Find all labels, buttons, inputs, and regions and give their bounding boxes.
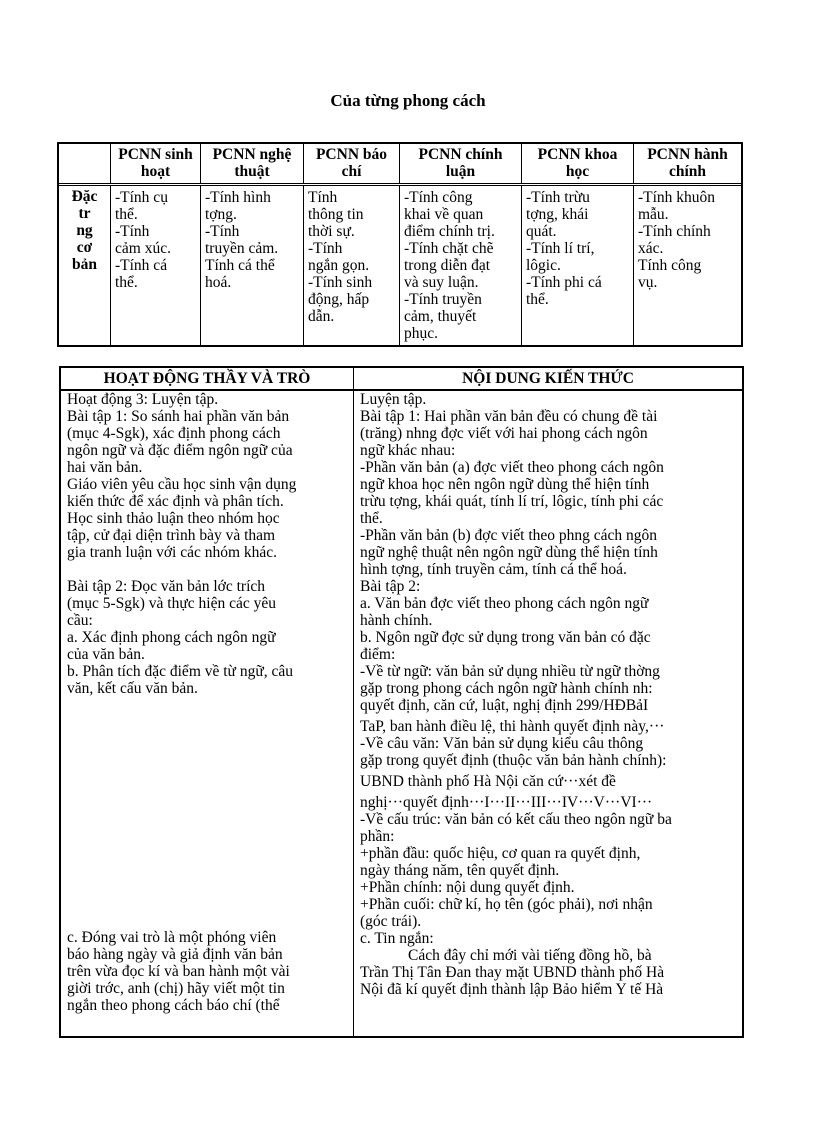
activities-table [60, 367, 743, 1037]
cell-chinh-luan: -Tính công khai về quan điểm chính trị. -Tính chặt chẽ trong diễn đạt và suy luận. -Tính truyền cảm, thuyết phục. [400, 185, 522, 346]
table-header-row [59, 144, 742, 185]
corner-cell [59, 144, 111, 185]
header-activities: HOẠT ĐỘNG THẦY VÀ TRÒ [61, 368, 354, 391]
styles-comparison-table [58, 143, 742, 346]
spacer [67, 697, 347, 929]
page-title: Của từng phong cách [330, 91, 486, 110]
activities-column: Hoạt động 3: Luyện tập. Bài tập 1: So sánh hai phần văn bản (mục 4-Sgk), xác định phong cách ngôn ngữ và đặc điểm ngôn ngữ của hai văn bản. Giáo viên yêu cầu học sinh vận dụng kiến thức để xác định và phân tích. Học sinh thảo luận theo nhóm học tập, cử đại diện trình bày và tham gia tranh luận với các nhóm khác. Bài tập 2: Đọc văn bản lớc trích (mục 5-Sgk) và thực hiện các yêu cầu: a. Xác định phong cách ngôn ngữ của văn bản. b. Phân tích đặc điểm về từ ngữ, câu văn, kết cấu văn bản. c. Đóng vai trò là một phóng viên báo hàng ngày và giả định văn bản trên vừa đọc kí và ban hành một vài giời trớc, anh (chị) hãy viết một tin ngắn theo phong cách báo chí (thể [61, 390, 354, 1037]
header-sinh-hoat: PCNN sinh hoạt [111, 144, 201, 185]
table-header-row [61, 368, 743, 391]
header-bao-chi: PCNN báo chí [304, 144, 400, 185]
cell-nghe-thuat: -Tính hình tợng. -Tính truyền cảm. Tính cá thể hoá. [201, 185, 304, 346]
header-content: NỘI DUNG KIẾN THỨC [354, 368, 743, 391]
table-row [59, 185, 742, 346]
cell-khoa-hoc: -Tính trừu tợng, khái quát. -Tính lí trí, lôgic. -Tính phi cá thể. [522, 185, 634, 346]
content-column: Luyện tập. Bài tập 1: Hai phần văn bản đều có chung đề tài (trăng) nhng đợc viết với hai phong cách ngôn ngữ khác nhau: -Phần văn bản (a) đợc viết theo phong cách ngôn ngữ khoa học nên ngôn ngữ dùng thể hiện tính trừu tợng, khái quát, tính lí trí, lôgic, tính phi các thể. -Phần văn bản (b) đợc viết theo phng cách ngôn ngữ nghệ thuật nên ngôn ngữ dùng thể hiện tính hình tợng, tính truyền cảm, tính cá thể hoá. Bài tập 2: a. Văn bản đợc viết theo phong cách ngôn ngữ hành chính. b. Ngôn ngữ đợc sử dụng trong văn bản có đặc điểm: -Về từ ngữ: văn bản sử dụng nhiều từ ngữ thờng gặp trong phong cách ngôn ngữ hành chính nh: quyết định, căn cứ, luật, nghị định 299/HĐBảI TaP, ban hành điều lệ, thi hành quyết định này,··· -Về câu văn: Văn bản sử dụng kiểu câu thông gặp trong quyết định (thuộc văn bản hành chính): UBND thành phố Hà Nội căn cứ···xét đề nghị···quyết định···I···II···III···IV···V···VI··· -Về cấu trúc: văn bản có kết cấu theo ngôn ngữ ba phần: +phần đầu: quốc hiệu, cơ quan ra quyết định, ngày tháng năm, tên quyết định. +Phần chính: nội dung quyết định. +Phần cuối: chữ kí, họ tên (góc phải), nơi nhận (góc trái). c. Tin ngắn: Cách đây chỉ mới vài tiếng đồng hồ, bà Trần Thị Tân Đan thay mặt UBND thành phố Hà Nội đã kí quyết định thành lập Bảo hiểm Y tế Hà [354, 390, 743, 1037]
header-hanh-chinh: PCNN hành chính [634, 144, 742, 185]
table-row [61, 390, 743, 1037]
cell-sinh-hoat: -Tính cụ thể. -Tính cảm xúc. -Tính cá thể. [111, 185, 201, 346]
header-khoa-hoc: PCNN khoa học [522, 144, 634, 185]
cell-bao-chi: Tính thông tin thời sự. -Tính ngắn gọn. -Tính sinh động, hấp dẫn. [304, 185, 400, 346]
header-chinh-luan: PCNN chính luận [400, 144, 522, 185]
header-nghe-thuat: PCNN nghệ thuật [201, 144, 304, 185]
cell-hanh-chinh: -Tính khuôn mẫu. -Tính chính xác. Tính công vụ. [634, 185, 742, 346]
row-label: Đặc tr ng cơ bản [59, 185, 111, 346]
